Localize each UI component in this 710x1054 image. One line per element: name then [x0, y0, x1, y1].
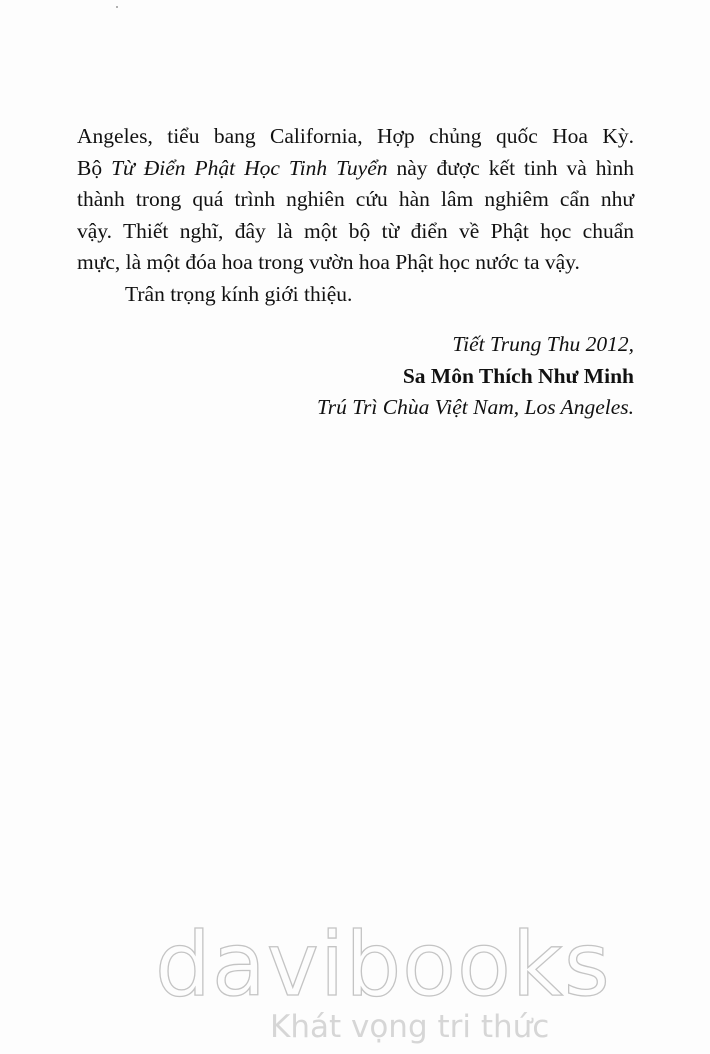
body-line-3: thành trong quá trình nghiên cứu hàn lâm nghiêm cẩn như	[77, 187, 634, 211]
signature-name: Sa Môn Thích Như Minh	[402, 363, 634, 388]
watermark-brand: davibooks	[155, 913, 611, 1016]
watermark-tagline: Khát vọng tri thức	[270, 1009, 550, 1045]
dictionary-title: Từ Điển Phật Học Tinh Tuyển	[111, 155, 388, 180]
publisher-watermark	[0, 915, 710, 1054]
scan-speck	[116, 6, 118, 8]
body-line-1: Angeles, tiểu bang California, Hợp chủng quốc Hoa Kỳ.	[77, 124, 634, 148]
body-line-2	[77, 153, 634, 185]
body-line-5: mực, là một đóa hoa trong vườn hoa Phật học nước ta vậy.	[77, 250, 580, 274]
closing-line: Trân trọng kính giới thiệu.	[125, 282, 353, 306]
body-paragraph	[77, 121, 634, 279]
signature-title: Trú Trì Chùa Việt Nam, Los Angeles.	[317, 395, 634, 419]
body-line-2-prefix: Bộ	[77, 155, 112, 180]
signature-date: Tiết Trung Thu 2012,	[452, 332, 634, 356]
signature-block	[317, 329, 634, 424]
body-line-4: vậy. Thiết nghĩ, đây là một bộ từ điển về Phật học chuẩn	[77, 218, 634, 243]
body-line-2-suffix: này được kết tinh và hình	[387, 155, 634, 180]
